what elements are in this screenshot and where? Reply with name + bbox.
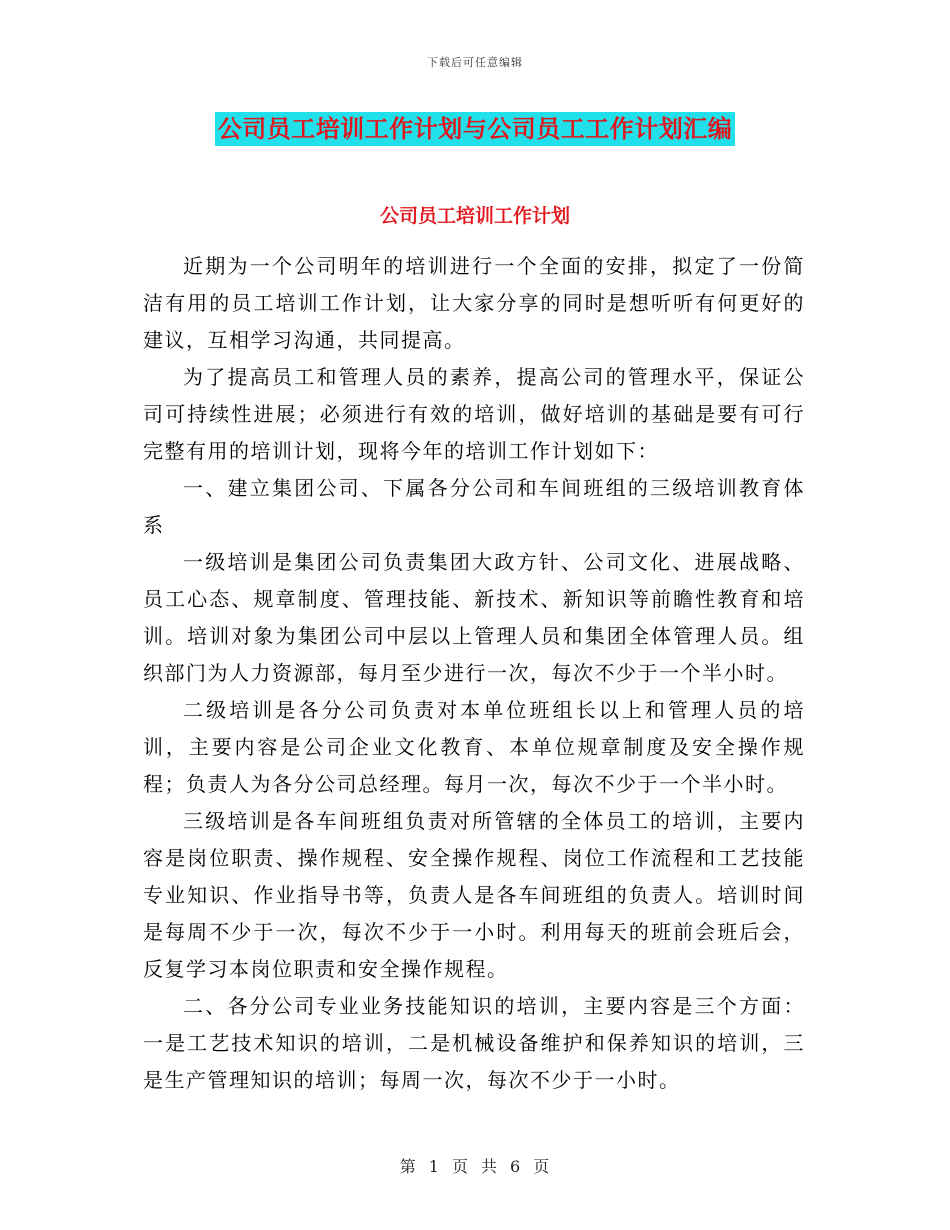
paragraph: 二、各分公司专业业务技能知识的培训，主要内容是三个方面：一是工艺技术知识的培训，二是机械设备维护和保养知识的培训，三是生产管理知识的培训；每周一次，每次不少于一小时。 <box>143 994 805 1092</box>
page-current: 1 <box>428 1157 440 1176</box>
page-footer <box>0 1154 950 1177</box>
paragraph-heading: 一、建立集团公司、下属各分公司和车间班组的三级培训教育体系 <box>143 476 805 537</box>
paragraph: 二级培训是各分公司负责对本单位班组长以上和管理人员的培训，主要内容是公司企业文化教育、本单位规章制度及安全操作规程；负责人为各分公司总经理。每月一次，每次不少于一个半小时。 <box>143 698 805 796</box>
footer-di: 第 <box>399 1157 417 1176</box>
paragraph: 为了提高员工和管理人员的素养，提高公司的管理水平，保证公司可持续性进展；必须进行有效的培训，做好培训的基础是要有可行完整有用的培训计划，现将今年的培训工作计划如下： <box>143 365 805 463</box>
paragraph: 一级培训是集团公司负责集团大政方针、公司文化、进展战略、员工心态、规章制度、管理技能、新技术、新知识等前瞻性教育和培训。培训对象为集团公司中层以上管理人员和集团全体管理人员。组织部门为人力资源部，每月至少进行一次，每次不少于一个半小时。 <box>143 550 805 685</box>
page-total: 6 <box>510 1157 522 1176</box>
document-body <box>143 248 805 1099</box>
main-title-container <box>0 112 950 146</box>
header-note: 下载后可任意编辑 <box>427 56 523 69</box>
paragraph: 三级培训是各车间班组负责对所管辖的全体员工的培训，主要内容是岗位职责、操作规程、安全操作规程、岗位工作流程和工艺技能专业知识、作业指导书等，负责人是各车间班组的负责人。培训时间是每周不少于一次，每次不少于一小时。利用每天的班前会班后会，反复学习本岗位职责和安全操作规程。 <box>143 809 805 981</box>
main-title: 公司员工培训工作计划与公司员工工作计划汇编 <box>215 112 736 146</box>
footer-ye: 页 <box>451 1157 469 1176</box>
footer-gong: 共 <box>481 1157 499 1176</box>
paragraph: 近期为一个公司明年的培训进行一个全面的安排，拟定了一份简洁有用的员工培训工作计划，让大家分享的同时是想听听有何更好的建议，互相学习沟通，共同提高。 <box>143 254 805 352</box>
section-title: 公司员工培训工作计划 <box>379 205 570 227</box>
footer-ye-2: 页 <box>533 1157 551 1176</box>
